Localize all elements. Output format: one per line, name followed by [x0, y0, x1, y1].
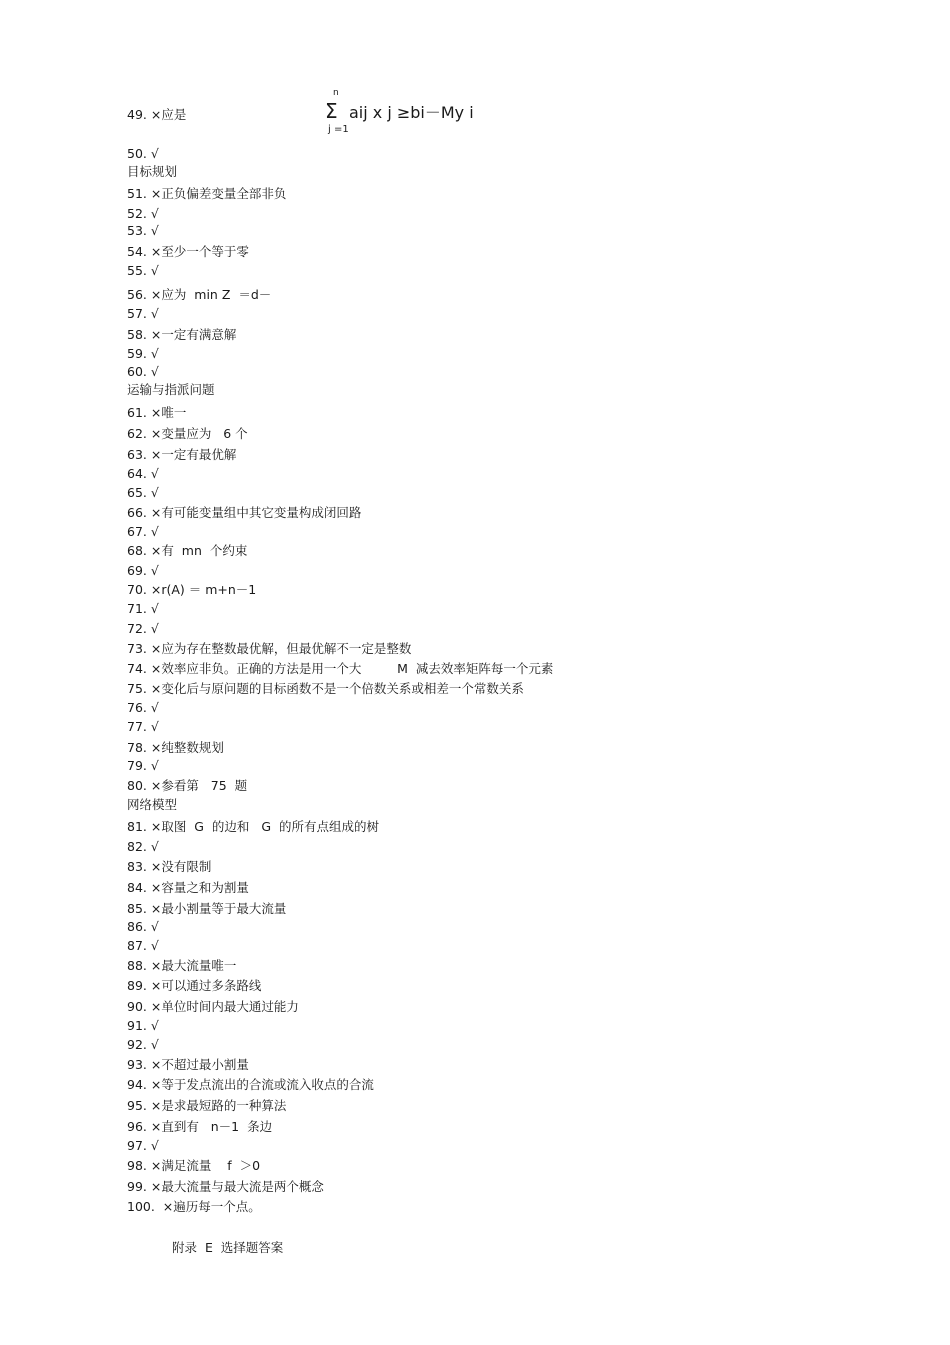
- answer-line: 59. √: [127, 346, 159, 361]
- answer-line: 62. ×变量应为 6 个: [127, 426, 248, 441]
- sigma-upper-limit: n: [333, 88, 339, 98]
- answer-line: 93. ×不超过最小割量: [127, 1057, 249, 1072]
- sigma-lower-limit: j =1: [328, 124, 349, 135]
- answer-line: 76. √: [127, 700, 159, 715]
- answer-49-formula: [127, 88, 474, 144]
- answer-line: 86. √: [127, 919, 159, 934]
- answer-line: 100. ×遍历每一个点。: [127, 1199, 261, 1214]
- answer-line: 56. ×应为 min Z ＝d－: [127, 287, 272, 302]
- answer-line: 74. ×效率应非负。正确的方法是用一个大 M 减去效率矩阵每一个元素: [127, 661, 554, 676]
- answer-line: 60. √: [127, 364, 159, 379]
- answer-line: 68. ×有 mn 个约束: [127, 543, 248, 558]
- answer-49-expression: aij x j ≥bi－My i: [349, 103, 474, 122]
- answer-line: 63. ×一定有最优解: [127, 447, 237, 462]
- section-heading: 运输与指派问题: [127, 382, 215, 397]
- answer-line: 72. √: [127, 621, 159, 636]
- answer-line: 99. ×最大流量与最大流是两个概念: [127, 1179, 324, 1194]
- answer-line: 96. ×直到有 n－1 条边: [127, 1119, 273, 1134]
- sigma-symbol: Σ: [325, 99, 338, 123]
- answer-line: 75. ×变化后与原问题的目标函数不是一个倍数关系或相差一个常数关系: [127, 681, 524, 696]
- answer-line: 65. √: [127, 485, 159, 500]
- answer-line: 88. ×最大流量唯一: [127, 958, 237, 973]
- section-heading: 网络模型: [127, 797, 178, 812]
- answer-line: 97. √: [127, 1138, 159, 1153]
- answer-49-label: 49. ×应是: [127, 107, 187, 122]
- answer-line: 78. ×纯整数规划: [127, 740, 224, 755]
- answer-line: 82. √: [127, 839, 159, 854]
- answer-line: 83. ×没有限制: [127, 859, 212, 874]
- appendix-footer: 附录 E 选择题答案: [172, 1240, 284, 1255]
- answer-line: 79. √: [127, 758, 159, 773]
- answer-line: 69. √: [127, 563, 159, 578]
- answer-line: 84. ×容量之和为割量: [127, 880, 249, 895]
- answer-line: 71. √: [127, 601, 159, 616]
- answer-line: 67. √: [127, 524, 159, 539]
- answer-line: 64. √: [127, 466, 159, 481]
- answer-line: 54. ×至少一个等于零: [127, 244, 249, 259]
- answer-line: 53. √: [127, 223, 159, 238]
- answer-line: 57. √: [127, 306, 159, 321]
- answer-line: 95. ×是求最短路的一种算法: [127, 1098, 287, 1113]
- answer-line: 73. ×应为存在整数最优解，但最优解不一定是整数: [127, 641, 412, 656]
- answer-line: 55. √: [127, 263, 159, 278]
- answer-line: 89. ×可以通过多条路线: [127, 978, 262, 993]
- answer-line: 66. ×有可能变量组中其它变量构成闭回路: [127, 505, 362, 520]
- answer-line: 98. ×满足流量 f ＞0: [127, 1158, 261, 1173]
- answer-line: 92. √: [127, 1037, 159, 1052]
- section-heading: 目标规划: [127, 164, 178, 179]
- answer-line: 70. ×r(A) ＝ m+n－1: [127, 582, 257, 597]
- answer-line: 90. ×单位时间内最大通过能力: [127, 999, 299, 1014]
- answer-line: 58. ×一定有满意解: [127, 327, 237, 342]
- answer-line: 51. ×正负偏差变量全部非负: [127, 186, 287, 201]
- answer-line: 81. ×取图 G 的边和 G 的所有点组成的树: [127, 819, 379, 834]
- answer-line: 50. √: [127, 146, 159, 161]
- answer-line: 52. √: [127, 206, 159, 221]
- answer-line: 91. √: [127, 1018, 159, 1033]
- answer-line: 87. √: [127, 938, 159, 953]
- answer-line: 80. ×参看第 75 题: [127, 778, 248, 793]
- answer-line: 94. ×等于发点流出的合流或流入收点的合流: [127, 1077, 374, 1092]
- answer-line: 77. √: [127, 719, 159, 734]
- answer-line: 85. ×最小割量等于最大流量: [127, 901, 287, 916]
- answer-line: 61. ×唯一: [127, 405, 187, 420]
